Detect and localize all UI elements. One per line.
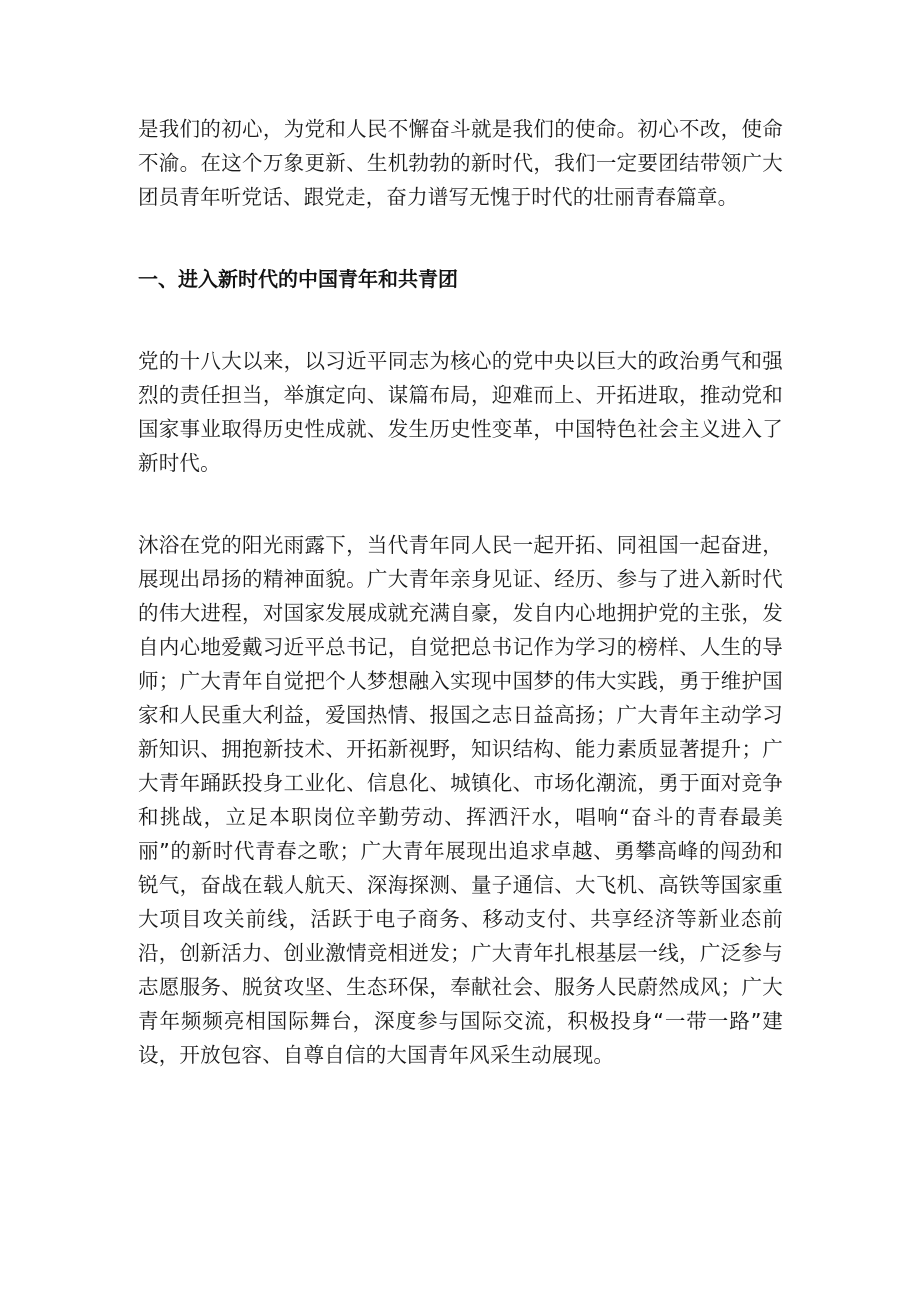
- spacer: [138, 214, 783, 262]
- document-page: [138, 112, 783, 1072]
- spacer: [138, 296, 783, 344]
- paragraph-intro: 是我们的初心，为党和人民不懈奋斗就是我们的使命。初心不改，使命不渝。在这个万象更新、生机勃勃的新时代，我们一定要团结带领广大团员青年听党话、跟党走，奋力谱写无愧于时代的壮丽青春篇章。: [138, 117, 783, 209]
- paragraph-new-era: 党的十八大以来，以习近平同志为核心的党中央以巨大的政治勇气和强烈的责任担当，举旗定向、谋篇布局，迎难而上、开拓进取，推动党和国家事业取得历史性成就、发生历史性变革，中国特色社会主义进入了新时代。: [138, 349, 783, 475]
- spacer: [138, 480, 783, 528]
- paragraph-youth: 沐浴在党的阳光雨露下，当代青年同人民一起开拓、同祖国一起奋进，展现出昂扬的精神面貌。广大青年亲身见证、经历、参与了进入新时代的伟大进程，对国家发展成就充满自豪，发自内心地拥护党的主张，发自内心地爱戴习近平总书记，自觉把总书记作为学习的榜样、人生的导师；广大青年自觉把个人梦想融入实现中国梦的伟大实践，勇于维护国家和人民重大利益，爱国热情、报国之志日益高扬；广大青年主动学习新知识、拥抱新技术、开拓新视野，知识结构、能力素质显著提升；广大青年踊跃投身工业化、信息化、城镇化、市场化潮流，勇于面对竞争和挑战，立足本职岗位辛勤劳动、挥洒汗水，唱响“奋斗的青春最美丽”的新时代青春之歌；广大青年展现出追求卓越、勇攀高峰的闯劲和锐气，奋战在载人航天、深海探测、量子通信、大飞机、高铁等国家重大项目攻关前线，活跃于电子商务、移动支付、共享经济等新业态前沿，创新活力、创业激情竞相迸发；广大青年扎根基层一线，广泛参与志愿服务、脱贫攻坚、生态环保，奉献社会、服务人民蔚然成风；广大青年频频亮相国际舞台，深度参与国际交流，积极投身“一带一路”建设，开放包容、自尊自信的大国青年风采生动展现。: [138, 533, 783, 1067]
- section-heading: 一、进入新时代的中国青年和共青团: [138, 267, 458, 291]
